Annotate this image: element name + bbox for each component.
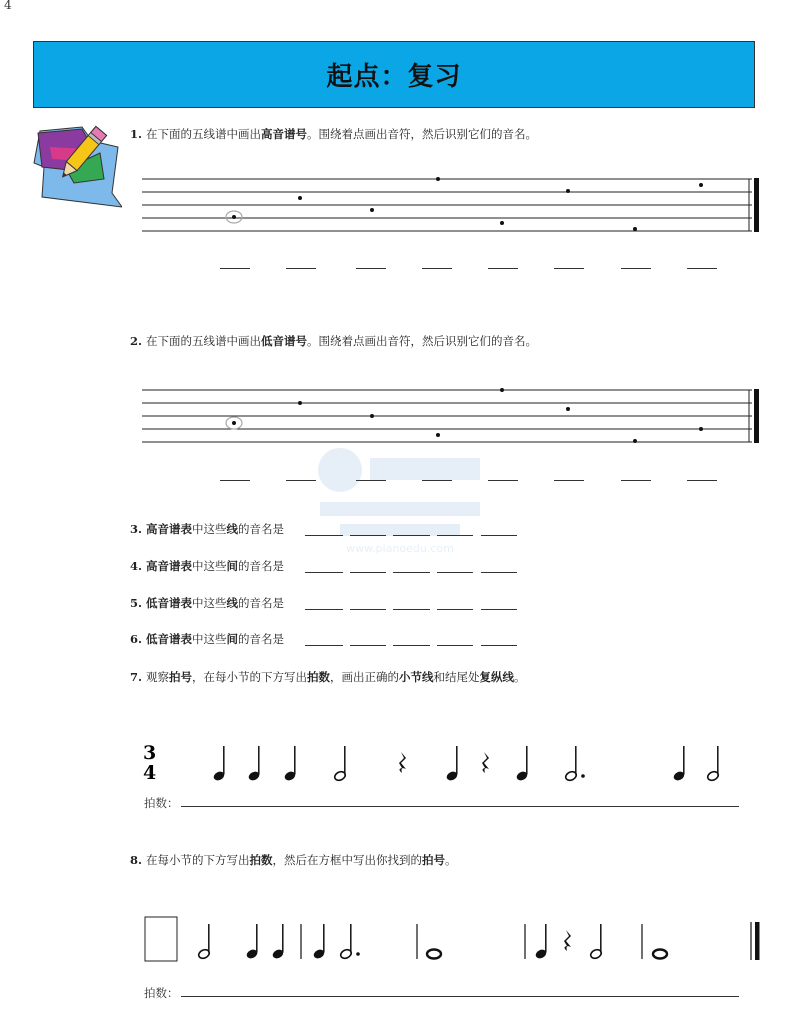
instruction-text: 和结尾处 bbox=[433, 670, 480, 684]
instruction-keyword: 高音谱号 bbox=[261, 127, 308, 141]
note-dot bbox=[566, 407, 570, 411]
question-number: 8. bbox=[130, 853, 143, 867]
note-dot bbox=[370, 414, 374, 418]
question-8-instruction bbox=[130, 852, 457, 868]
answer-blank[interactable] bbox=[356, 268, 386, 269]
page-number: 4 bbox=[4, 0, 12, 12]
answer-blank[interactable] bbox=[393, 645, 430, 646]
instruction-text: 中这些 bbox=[192, 596, 227, 610]
watermark-logo bbox=[300, 440, 500, 560]
time-signature-bottom: 4 bbox=[143, 762, 157, 784]
whole-note bbox=[427, 950, 441, 959]
answer-blank[interactable] bbox=[350, 609, 386, 610]
title-banner bbox=[33, 41, 755, 108]
instruction-keyword: 高音谱表 bbox=[146, 522, 193, 536]
time-signature-box[interactable] bbox=[145, 917, 177, 961]
answer-blank[interactable] bbox=[350, 535, 386, 536]
question-number: 6. bbox=[130, 632, 143, 646]
instruction-text: 观察 bbox=[146, 670, 170, 684]
answer-blank[interactable] bbox=[350, 645, 386, 646]
answer-blank[interactable] bbox=[356, 480, 386, 481]
beat-count-line[interactable] bbox=[181, 996, 739, 997]
instruction-text: 的音名是 bbox=[238, 522, 285, 536]
instruction-keyword: 线 bbox=[226, 596, 239, 610]
answer-blank[interactable] bbox=[437, 645, 473, 646]
bass-staff bbox=[140, 380, 765, 450]
question-number: 2. bbox=[130, 334, 143, 348]
answer-blank[interactable] bbox=[488, 480, 518, 481]
answer-blank[interactable] bbox=[687, 268, 717, 269]
note-dot bbox=[436, 177, 440, 181]
answer-blank[interactable] bbox=[554, 480, 584, 481]
answer-blank[interactable] bbox=[305, 645, 343, 646]
answer-blank[interactable] bbox=[481, 535, 517, 536]
instruction-text: 。 bbox=[514, 670, 526, 684]
final-barline-thick bbox=[755, 922, 760, 960]
answer-blank[interactable] bbox=[286, 480, 316, 481]
quarter-note bbox=[212, 746, 225, 782]
answer-blank[interactable] bbox=[220, 268, 250, 269]
instruction-text: 在下面的五线谱中画出 bbox=[146, 334, 262, 348]
question-3-instruction bbox=[130, 521, 284, 537]
instruction-text: 。围绕着点画出音符，然后识别它们的音名。 bbox=[307, 127, 538, 141]
answer-blank[interactable] bbox=[687, 480, 717, 481]
note-dot bbox=[298, 401, 302, 405]
answer-blank[interactable] bbox=[437, 609, 473, 610]
quarter-note bbox=[445, 746, 458, 782]
question-6-instruction bbox=[130, 631, 284, 647]
rhythm-line-q8 bbox=[135, 912, 765, 972]
instruction-keyword: 低音谱表 bbox=[146, 632, 193, 646]
whole-note bbox=[653, 950, 667, 959]
instruction-keyword: 线 bbox=[226, 522, 239, 536]
question-number: 5. bbox=[130, 596, 143, 610]
instruction-text: 。 bbox=[445, 853, 457, 867]
final-barline bbox=[754, 178, 759, 232]
answer-blank[interactable] bbox=[554, 268, 584, 269]
dotted-half-note bbox=[339, 924, 352, 960]
answer-blank[interactable] bbox=[437, 572, 473, 573]
beat-count-line[interactable] bbox=[181, 806, 739, 807]
note-dot bbox=[232, 215, 236, 219]
answer-blank[interactable] bbox=[393, 535, 430, 536]
quarter-rest bbox=[564, 930, 571, 951]
instruction-text: 。围绕着点画出音符，然后识别它们的音名。 bbox=[307, 334, 538, 348]
instruction-keyword: 间 bbox=[226, 559, 239, 573]
answer-blank[interactable] bbox=[393, 609, 430, 610]
quarter-note bbox=[283, 746, 296, 782]
instruction-keyword: 复纵线 bbox=[479, 670, 515, 684]
question-7-instruction bbox=[130, 669, 526, 685]
note-dot bbox=[633, 227, 637, 231]
question-4-instruction bbox=[130, 558, 284, 574]
instruction-text: 中这些 bbox=[192, 522, 227, 536]
half-note bbox=[197, 924, 210, 960]
note-dot bbox=[566, 189, 570, 193]
answer-blank[interactable] bbox=[305, 609, 343, 610]
answer-blank[interactable] bbox=[286, 268, 316, 269]
answer-blank[interactable] bbox=[481, 645, 517, 646]
answer-blank[interactable] bbox=[488, 268, 518, 269]
dot bbox=[356, 952, 360, 956]
instruction-text: 在每小节的下方写出 bbox=[146, 853, 250, 867]
note-dot bbox=[232, 421, 236, 425]
question-number: 1. bbox=[130, 127, 143, 141]
instruction-keyword: 低音谱号 bbox=[261, 334, 308, 348]
quarter-rest bbox=[482, 752, 489, 773]
instruction-keyword: 低音谱表 bbox=[146, 596, 193, 610]
quarter-note bbox=[515, 746, 528, 782]
answer-blank[interactable] bbox=[621, 480, 651, 481]
answer-blank[interactable] bbox=[621, 268, 651, 269]
answer-blank[interactable] bbox=[437, 535, 473, 536]
note-dot bbox=[699, 427, 703, 431]
instruction-text: ，然后在方框中写出你找到的 bbox=[272, 853, 423, 867]
treble-staff bbox=[140, 170, 765, 240]
answer-blank[interactable] bbox=[481, 609, 517, 610]
instruction-keyword: 拍数 bbox=[249, 853, 273, 867]
instruction-text: 中这些 bbox=[192, 632, 227, 646]
pencil-drawing-icon bbox=[30, 123, 122, 211]
quarter-note bbox=[534, 924, 547, 960]
instruction-text: 的音名是 bbox=[238, 596, 285, 610]
instruction-keyword: 拍数 bbox=[307, 670, 331, 684]
instruction-keyword: 拍号 bbox=[169, 670, 193, 684]
quarter-note bbox=[271, 924, 284, 960]
instruction-keyword: 高音谱表 bbox=[146, 559, 193, 573]
page-title: 起点：复习 bbox=[326, 62, 462, 92]
instruction-text: 的音名是 bbox=[238, 559, 285, 573]
question-number: 3. bbox=[130, 522, 143, 536]
quarter-note bbox=[245, 924, 258, 960]
note-dot bbox=[298, 196, 302, 200]
instruction-text: 中这些 bbox=[192, 559, 227, 573]
quarter-rest bbox=[399, 752, 406, 773]
note-dot bbox=[500, 388, 504, 392]
instruction-keyword: 小节线 bbox=[399, 670, 434, 684]
instruction-text: 的音名是 bbox=[238, 632, 285, 646]
instruction-keyword: 间 bbox=[226, 632, 239, 646]
answer-blank[interactable] bbox=[422, 480, 452, 481]
dotted-half-note bbox=[564, 746, 577, 782]
question-number: 4. bbox=[130, 559, 143, 573]
quarter-note bbox=[672, 746, 685, 782]
note-dot bbox=[370, 208, 374, 212]
answer-blank[interactable] bbox=[220, 480, 250, 481]
half-note bbox=[333, 746, 346, 782]
instruction-keyword: 拍号 bbox=[422, 853, 446, 867]
half-note bbox=[589, 924, 602, 960]
answer-blank[interactable] bbox=[481, 572, 517, 573]
answer-blank[interactable] bbox=[393, 572, 430, 573]
answer-blank[interactable] bbox=[350, 572, 386, 573]
half-note bbox=[706, 746, 719, 782]
question-1-instruction bbox=[130, 126, 537, 142]
instruction-text: ，画出正确的 bbox=[330, 670, 400, 684]
quarter-note bbox=[312, 924, 325, 960]
instruction-text: ，在每小节的下方写出 bbox=[192, 670, 308, 684]
answer-blank[interactable] bbox=[422, 268, 452, 269]
answer-blank[interactable] bbox=[305, 572, 343, 573]
watermark-text: www.pianoedu.com bbox=[346, 542, 454, 555]
beat-count-label: 拍数： bbox=[144, 796, 179, 810]
dot bbox=[581, 774, 585, 778]
note-dot bbox=[436, 433, 440, 437]
time-signature-top: 3 bbox=[143, 742, 157, 764]
question-5-instruction bbox=[130, 595, 284, 611]
instruction-text: 在下面的五线谱中画出 bbox=[146, 127, 262, 141]
answer-blank[interactable] bbox=[305, 535, 343, 536]
question-2-instruction bbox=[130, 333, 537, 349]
final-barline bbox=[754, 389, 759, 443]
question-number: 7. bbox=[130, 670, 143, 684]
note-dot bbox=[633, 439, 637, 443]
rhythm-line-q7 bbox=[135, 735, 745, 795]
note-dot bbox=[699, 183, 703, 187]
note-dot bbox=[500, 221, 504, 225]
beat-count-label: 拍数： bbox=[144, 986, 179, 1000]
quarter-note bbox=[247, 746, 260, 782]
